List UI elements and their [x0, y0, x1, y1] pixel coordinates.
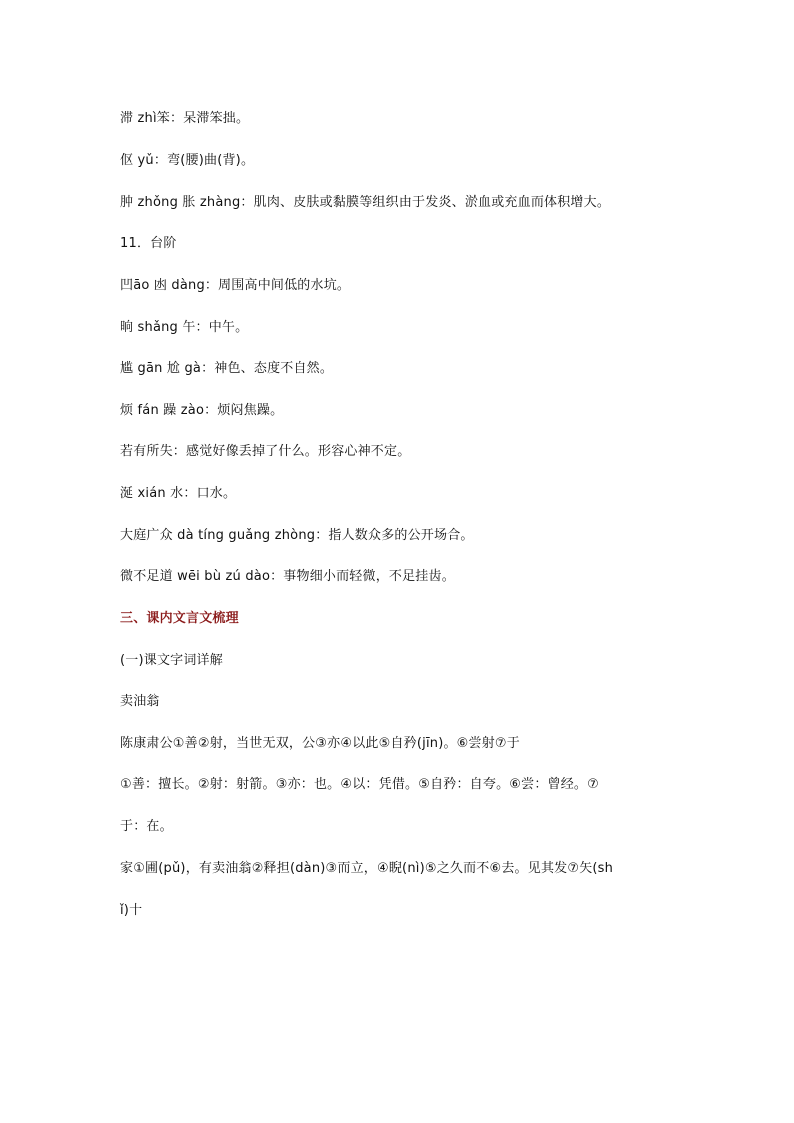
section-heading: 三、课内文言文梳理 [120, 611, 239, 626]
vocab-xianshui: 涎 xián 水：口水。 [120, 486, 237, 501]
text-line-1: 陈康肃公①善②射，当世无双，公③亦④以此⑤自矜(jīn)。⑥尝射⑦于 [120, 736, 520, 751]
annotation-line-1: ①善：擅长。②射：射箭。③亦：也。④以：凭借。⑤自矜：自夸。⑥尝：曾经。⑦ [120, 777, 599, 792]
vocab-ganga: 尴 gān 尬 gà：神色、态度不自然。 [120, 361, 334, 376]
vocab-yu: 伛 yǔ：弯(腰)曲(背)。 [120, 153, 255, 168]
vocab-weibuzudao: 微不足道 wēi bù zú dào：事物细小而轻微，不足挂齿。 [120, 569, 455, 584]
annotation-line-2: 于：在。 [120, 819, 173, 834]
text-title: 卖油翁 [120, 694, 160, 709]
lesson-title-taijie: 11．台阶 [120, 236, 177, 251]
vocab-shangwu: 晌 shǎng 午：中午。 [120, 320, 249, 335]
vocab-ruoyousuoshi: 若有所失：感觉好像丢掉了什么。形容心神不定。 [120, 444, 411, 459]
vocab-zhiben: 滞 zhì笨：呆滞笨拙。 [120, 111, 250, 126]
text-line-2: 家①圃(pǔ)，有卖油翁②释担(dàn)③而立，④睨(nì)⑤之久而不⑥去。见其发⑦矢(sh [120, 861, 614, 876]
vocab-zhongzhang: 肿 zhǒng 胀 zhàng：肌肉、皮肤或黏膜等组织由于发炎、淤血或充血而体积增大。 [120, 195, 611, 210]
vocab-datingguangzhong: 大庭广众 dà tíng guǎng zhòng：指人数众多的公开场合。 [120, 528, 474, 543]
subsection-heading: (一)课文字词详解 [120, 653, 223, 668]
text-line-3: ǐ)十 [120, 903, 143, 918]
vocab-aodang: 凹āo 凼 dàng：周围高中间低的水坑。 [120, 278, 351, 293]
vocab-fanzao: 烦 fán 躁 zào：烦闷焦躁。 [120, 403, 284, 418]
